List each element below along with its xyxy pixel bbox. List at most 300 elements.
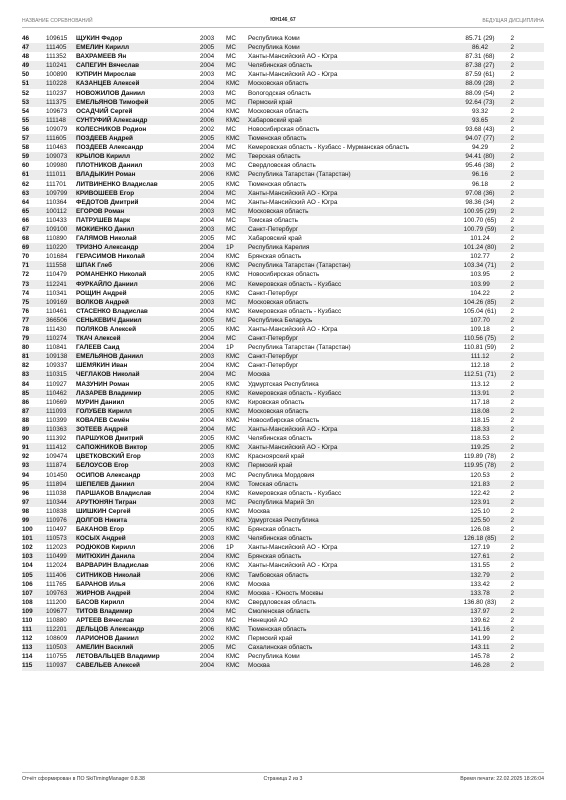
result-birth-year: 2004 bbox=[200, 371, 215, 379]
result-region: Кемеровская область - Кузбасс bbox=[248, 389, 342, 397]
result-athlete-name: СТАСЕНКО Владислав bbox=[76, 307, 148, 315]
result-category: 2 bbox=[510, 444, 514, 452]
result-region: Московская область bbox=[248, 407, 309, 415]
result-sport-rank: МС bbox=[226, 125, 236, 133]
result-place: 97 bbox=[22, 498, 30, 506]
result-bib-code: 112241 bbox=[46, 280, 67, 288]
result-bib-code: 110462 bbox=[46, 389, 67, 397]
table-row bbox=[22, 525, 544, 534]
result-birth-year: 2003 bbox=[200, 453, 215, 461]
result-athlete-name: МАЗУНИН Роман bbox=[76, 380, 130, 388]
result-athlete-name: ОСАДЧИЙ Сергей bbox=[76, 107, 133, 115]
table-row bbox=[22, 634, 544, 643]
result-bib-code: 109337 bbox=[46, 362, 68, 370]
result-athlete-name: СУНТУФИЙ Александр bbox=[76, 116, 148, 124]
result-birth-year: 2004 bbox=[200, 144, 215, 152]
result-athlete-name: КОЛЕСНИКОВ Родион bbox=[76, 125, 147, 133]
result-points: 94.07 (77) bbox=[465, 135, 495, 143]
table-row bbox=[22, 216, 544, 225]
result-category: 2 bbox=[510, 471, 514, 479]
result-bib-code: 111148 bbox=[46, 116, 66, 124]
table-row bbox=[22, 498, 544, 507]
result-points: 110.81 (59) bbox=[463, 344, 497, 352]
result-place: 77 bbox=[22, 316, 30, 324]
result-points: 87.31 (68) bbox=[465, 53, 495, 61]
table-row bbox=[22, 143, 544, 152]
table-row bbox=[22, 561, 544, 570]
result-category: 2 bbox=[510, 71, 514, 79]
result-region: Пермский край bbox=[248, 98, 293, 106]
result-region: Кемеровская область - Кузбасс bbox=[248, 280, 342, 288]
result-place: 95 bbox=[22, 480, 30, 488]
result-category: 2 bbox=[510, 498, 514, 506]
result-athlete-name: ФЕДОТОВ Дмитрий bbox=[76, 198, 139, 206]
result-athlete-name: ПЛОТНИКОВ Даниил bbox=[76, 162, 143, 170]
result-bib-code: 110433 bbox=[46, 216, 67, 224]
result-region: Брянская область bbox=[248, 526, 302, 534]
result-place: 92 bbox=[22, 453, 30, 461]
table-row bbox=[22, 434, 544, 443]
result-birth-year: 2004 bbox=[200, 344, 215, 352]
result-place: 63 bbox=[22, 189, 30, 197]
result-birth-year: 2005 bbox=[200, 316, 215, 324]
result-birth-year: 2005 bbox=[200, 516, 215, 524]
result-bib-code: 110237 bbox=[46, 89, 67, 97]
result-athlete-name: РОДЮКОВ Кирилл bbox=[76, 544, 136, 552]
result-points: 100.79 (59) bbox=[463, 225, 497, 233]
table-row bbox=[22, 361, 544, 370]
result-birth-year: 2004 bbox=[200, 80, 215, 88]
result-region: Республика Беларусь bbox=[248, 316, 313, 324]
result-athlete-name: МОКИЕНКО Данил bbox=[76, 225, 135, 233]
result-region: Томская область bbox=[248, 480, 298, 488]
result-athlete-name: МИТЮХИН Данила bbox=[76, 553, 135, 561]
result-place: 64 bbox=[22, 198, 30, 206]
result-points: 133.42 bbox=[470, 580, 490, 588]
result-bib-code: 110880 bbox=[46, 617, 67, 624]
result-category: 2 bbox=[510, 407, 514, 415]
result-birth-year: 2006 bbox=[200, 116, 215, 124]
table-row bbox=[22, 416, 544, 425]
result-category: 2 bbox=[510, 125, 514, 133]
result-category: 2 bbox=[510, 253, 514, 261]
page-footer bbox=[22, 772, 544, 784]
table-row bbox=[22, 589, 544, 598]
result-birth-year: 2005 bbox=[200, 507, 215, 515]
result-birth-year: 2003 bbox=[200, 617, 215, 624]
result-place: 106 bbox=[22, 580, 33, 588]
result-birth-year: 2003 bbox=[200, 353, 215, 361]
result-category: 2 bbox=[510, 371, 514, 379]
result-sport-rank: КМС bbox=[226, 353, 240, 361]
result-sport-rank: МС bbox=[226, 35, 236, 42]
result-region: Республика Коми bbox=[248, 35, 300, 42]
result-points: 104.26 (85) bbox=[463, 298, 497, 306]
result-points: 101.24 bbox=[470, 235, 490, 243]
result-birth-year: 2005 bbox=[200, 389, 215, 397]
table-row bbox=[22, 107, 544, 116]
result-points: 113.12 bbox=[470, 380, 490, 388]
result-points: 143.11 bbox=[470, 644, 490, 652]
table-row bbox=[22, 61, 544, 70]
result-points: 126.18 (85) bbox=[463, 535, 497, 543]
result-points: 137.97 bbox=[470, 607, 490, 615]
result-region: Тюменская область bbox=[248, 180, 307, 188]
result-sport-rank: КМС bbox=[226, 407, 240, 415]
result-athlete-name: ЦВЕТКОВСКИЙ Егор bbox=[76, 453, 141, 461]
result-place: 56 bbox=[22, 125, 30, 133]
result-place: 52 bbox=[22, 89, 30, 97]
result-points: 132.79 bbox=[470, 571, 490, 579]
result-place: 113 bbox=[22, 644, 33, 652]
result-sport-rank: МС bbox=[226, 498, 236, 506]
table-row bbox=[22, 316, 544, 325]
result-category: 2 bbox=[510, 116, 514, 124]
result-points: 104.22 bbox=[470, 289, 490, 297]
result-bib-code: 109615 bbox=[46, 35, 68, 42]
result-birth-year: 2004 bbox=[200, 416, 215, 424]
result-sport-rank: МС bbox=[226, 607, 236, 615]
result-category: 2 bbox=[510, 598, 514, 606]
result-points: 110.56 (75) bbox=[463, 335, 497, 343]
result-birth-year: 2005 bbox=[200, 180, 215, 188]
result-sport-rank: 1Р bbox=[226, 544, 234, 552]
result-place: 53 bbox=[22, 98, 30, 106]
result-region: Московская область bbox=[248, 298, 309, 306]
result-region: Тверская область bbox=[248, 153, 301, 161]
result-region: Республика Мордовия bbox=[248, 471, 315, 479]
result-birth-year: 2003 bbox=[200, 89, 215, 97]
result-birth-year: 2006 bbox=[200, 562, 215, 570]
result-athlete-name: ВОЛКОВ Андрей bbox=[76, 298, 129, 306]
result-points: 121.83 bbox=[470, 480, 490, 488]
result-sport-rank: КМС bbox=[226, 589, 240, 597]
result-birth-year: 2003 bbox=[200, 35, 215, 42]
result-athlete-name: ГОЛУБЕВ Кирилл bbox=[76, 407, 132, 415]
result-place: 61 bbox=[22, 171, 30, 179]
result-birth-year: 2006 bbox=[200, 280, 215, 288]
result-place: 72 bbox=[22, 271, 30, 279]
result-birth-year: 2004 bbox=[200, 244, 215, 252]
result-sport-rank: МС bbox=[226, 144, 236, 152]
result-athlete-name: ЕГОРОВ Роман bbox=[76, 207, 125, 215]
result-region: Брянская область bbox=[248, 253, 302, 261]
result-region: Челябинская область bbox=[248, 62, 313, 70]
result-sport-rank: 1Р bbox=[226, 244, 234, 252]
result-category: 2 bbox=[510, 262, 514, 270]
result-region: Московская область bbox=[248, 207, 309, 215]
result-birth-year: 2005 bbox=[200, 526, 215, 534]
result-place: 111 bbox=[22, 626, 32, 634]
result-sport-rank: КМС bbox=[226, 435, 240, 443]
result-birth-year: 2005 bbox=[200, 289, 215, 297]
result-region: Санкт-Петербург bbox=[248, 225, 299, 233]
result-athlete-name: ВАРВАРИН Владислав bbox=[76, 562, 149, 570]
result-place: 103 bbox=[22, 553, 33, 561]
table-row bbox=[22, 443, 544, 452]
table-row bbox=[22, 407, 544, 416]
result-region: Ханты-Мансийский АО - Югра bbox=[248, 71, 338, 79]
result-region: Ханты-Мансийский АО - Югра bbox=[248, 198, 338, 206]
table-row bbox=[22, 180, 544, 189]
result-place: 96 bbox=[22, 489, 30, 497]
result-place: 104 bbox=[22, 562, 33, 570]
result-region: Ханты-Мансийский АО - Югра bbox=[248, 53, 338, 61]
result-region: Московская область bbox=[248, 107, 309, 115]
result-region: Вологодская область bbox=[248, 89, 311, 97]
result-place: 75 bbox=[22, 298, 30, 306]
footer-divider bbox=[22, 772, 544, 773]
result-region: Кировская область bbox=[248, 398, 305, 406]
result-points: 85.71 (29) bbox=[465, 35, 495, 42]
result-region: Тамбовская область bbox=[248, 571, 309, 579]
result-bib-code: 109474 bbox=[46, 453, 68, 461]
result-category: 2 bbox=[510, 562, 514, 570]
result-bib-code: 111412 bbox=[46, 444, 67, 452]
result-region: Кемеровская область - Кузбасс bbox=[248, 489, 342, 497]
result-birth-year: 2004 bbox=[200, 653, 215, 661]
result-bib-code: 112201 bbox=[46, 626, 67, 634]
table-row bbox=[22, 98, 544, 107]
table-row bbox=[22, 625, 544, 634]
result-category: 2 bbox=[510, 617, 514, 624]
result-bib-code: 366506 bbox=[46, 316, 68, 324]
result-sport-rank: КМС bbox=[226, 135, 240, 143]
result-place: 69 bbox=[22, 244, 30, 252]
result-bib-code: 110344 bbox=[46, 498, 67, 506]
result-bib-code: 109673 bbox=[46, 107, 68, 115]
table-row bbox=[22, 571, 544, 580]
result-points: 125.50 bbox=[470, 516, 490, 524]
result-region: Московская область bbox=[248, 80, 309, 88]
result-place: 99 bbox=[22, 516, 30, 524]
result-category: 2 bbox=[510, 216, 514, 224]
result-athlete-name: ЗОТЕЕВ Андрей bbox=[76, 426, 128, 434]
result-bib-code: 109073 bbox=[46, 153, 68, 161]
result-athlete-name: ВАХРАМЕЕВ Ян bbox=[76, 53, 127, 61]
result-athlete-name: ПОЗДЕЕВ Александр bbox=[76, 144, 144, 152]
table-row bbox=[22, 334, 544, 343]
result-bib-code: 100112 bbox=[46, 207, 67, 215]
table-row bbox=[22, 298, 544, 307]
result-birth-year: 2003 bbox=[200, 71, 215, 79]
result-region: Санкт-Петербург bbox=[248, 362, 299, 370]
result-region: Республика Татарстан (Татарстан) bbox=[248, 344, 351, 352]
result-sport-rank: МС bbox=[226, 298, 236, 306]
result-category: 2 bbox=[510, 80, 514, 88]
table-row bbox=[22, 398, 544, 407]
result-athlete-name: ГЕРАСИМОВ Николай bbox=[76, 253, 145, 261]
page-header bbox=[22, 16, 544, 28]
result-place: 66 bbox=[22, 216, 30, 224]
result-sport-rank: МС bbox=[226, 617, 236, 624]
result-sport-rank: КМС bbox=[226, 444, 240, 452]
result-birth-year: 2004 bbox=[200, 607, 215, 615]
result-birth-year: 2003 bbox=[200, 535, 215, 543]
result-sport-rank: КМС bbox=[226, 626, 240, 634]
result-birth-year: 2004 bbox=[200, 107, 215, 115]
table-row bbox=[22, 661, 544, 670]
result-bib-code: 111093 bbox=[46, 407, 67, 415]
table-row bbox=[22, 543, 544, 552]
result-place: 57 bbox=[22, 135, 30, 143]
result-category: 2 bbox=[510, 435, 514, 443]
result-athlete-name: АМЕЛИН Василий bbox=[76, 644, 134, 652]
result-sport-rank: КМС bbox=[226, 380, 240, 388]
result-place: 115 bbox=[22, 662, 33, 670]
result-athlete-name: АРТЕЕВ Вячеслав bbox=[76, 617, 135, 624]
result-region: Челябинская область bbox=[248, 535, 313, 543]
result-birth-year: 2004 bbox=[200, 216, 215, 224]
result-birth-year: 2006 bbox=[200, 580, 215, 588]
result-category: 2 bbox=[510, 653, 514, 661]
result-sport-rank: КМС bbox=[226, 253, 240, 261]
result-region: Пермский край bbox=[248, 635, 293, 643]
result-category: 2 bbox=[510, 635, 514, 643]
table-row bbox=[22, 307, 544, 316]
result-place: 88 bbox=[22, 416, 30, 424]
result-athlete-name: ЕМЕЛЬЯНОВ Даниил bbox=[76, 353, 144, 361]
result-points: 118.53 bbox=[470, 435, 490, 443]
result-sport-rank: КМС bbox=[226, 453, 240, 461]
result-place: 71 bbox=[22, 262, 30, 270]
result-athlete-name: ДЕЛЬЦОВ Александр bbox=[76, 626, 145, 634]
footer-software-note: Отчёт сформирован в ПО SkiTimingManager 0.8.38 bbox=[22, 776, 145, 782]
result-region: Ханты-Мансийский АО - Югра bbox=[248, 544, 338, 552]
result-place: 100 bbox=[22, 526, 33, 534]
table-row bbox=[22, 161, 544, 170]
result-birth-year: 2003 bbox=[200, 298, 215, 306]
table-row bbox=[22, 616, 544, 625]
result-birth-year: 2004 bbox=[200, 53, 215, 61]
result-place: 76 bbox=[22, 307, 30, 315]
table-row bbox=[22, 389, 544, 398]
result-athlete-name: КАЗАНЦЕВ Алексей bbox=[76, 80, 140, 88]
result-birth-year: 2002 bbox=[200, 635, 215, 643]
result-athlete-name: ВЛАДЫКИН Роман bbox=[76, 171, 136, 179]
result-region: Свердловская область bbox=[248, 598, 316, 606]
result-athlete-name: ШПАК Глеб bbox=[76, 262, 113, 270]
result-place: 68 bbox=[22, 235, 30, 243]
table-row bbox=[22, 489, 544, 498]
result-bib-code: 101684 bbox=[46, 253, 68, 261]
result-sport-rank: КМС bbox=[226, 571, 240, 579]
result-place: 60 bbox=[22, 162, 30, 170]
result-athlete-name: ПАРШАКОВ Владислав bbox=[76, 489, 152, 497]
result-athlete-name: НОВОЖИЛОВ Даниил bbox=[76, 89, 146, 97]
result-category: 2 bbox=[510, 398, 514, 406]
table-row bbox=[22, 289, 544, 298]
result-bib-code: 111406 bbox=[46, 571, 67, 579]
result-points: 100.70 (65) bbox=[463, 216, 497, 224]
result-bib-code: 110927 bbox=[46, 380, 67, 388]
result-place: 62 bbox=[22, 180, 30, 188]
table-row bbox=[22, 425, 544, 434]
table-row bbox=[22, 79, 544, 88]
result-birth-year: 2004 bbox=[200, 189, 215, 197]
table-row bbox=[22, 43, 544, 52]
result-bib-code: 110497 bbox=[46, 526, 67, 534]
result-bib-code: 110499 bbox=[46, 553, 67, 561]
result-bib-code: 110503 bbox=[46, 644, 67, 652]
result-sport-rank: МС bbox=[226, 335, 236, 343]
result-region: Санкт-Петербург bbox=[248, 335, 299, 343]
result-bib-code: 111200 bbox=[46, 598, 67, 606]
footer-print-time: Время печати: 22.02.2025 18:26:04 bbox=[460, 776, 544, 782]
result-points: 136.80 (83) bbox=[463, 598, 497, 606]
table-row bbox=[22, 280, 544, 289]
result-place: 109 bbox=[22, 607, 33, 615]
result-birth-year: 2004 bbox=[200, 480, 215, 488]
result-athlete-name: РОЩИН Андрей bbox=[76, 289, 127, 297]
result-points: 96.16 bbox=[472, 171, 488, 179]
result-region: Ханты-Мансийский АО - Югра bbox=[248, 444, 338, 452]
table-row bbox=[22, 270, 544, 279]
result-category: 2 bbox=[510, 544, 514, 552]
result-category: 2 bbox=[510, 380, 514, 388]
result-points: 119.95 (78) bbox=[463, 462, 497, 470]
table-row bbox=[22, 598, 544, 607]
result-sport-rank: КМС bbox=[226, 307, 240, 315]
table-row bbox=[22, 252, 544, 261]
result-category: 2 bbox=[510, 162, 514, 170]
result-region: Ханты-Мансийский АО - Югра bbox=[248, 326, 338, 333]
result-category: 2 bbox=[510, 507, 514, 515]
result-birth-year: 2004 bbox=[200, 589, 215, 597]
result-category: 2 bbox=[510, 535, 514, 543]
result-region: Ханты-Мансийский АО - Югра bbox=[248, 426, 338, 434]
result-place: 82 bbox=[22, 362, 30, 370]
table-row bbox=[22, 170, 544, 179]
result-sport-rank: МС bbox=[226, 471, 236, 479]
result-birth-year: 2005 bbox=[200, 44, 215, 52]
result-points: 87.59 (61) bbox=[465, 71, 495, 79]
result-birth-year: 2005 bbox=[200, 444, 215, 452]
result-birth-year: 2005 bbox=[200, 135, 215, 143]
result-bib-code: 110228 bbox=[46, 80, 67, 88]
result-sport-rank: КМС bbox=[226, 462, 240, 470]
result-points: 127.61 bbox=[470, 553, 490, 561]
result-category: 2 bbox=[510, 307, 514, 315]
result-points: 94.29 bbox=[472, 144, 488, 152]
result-place: 98 bbox=[22, 507, 30, 515]
result-bib-code: 111701 bbox=[46, 180, 67, 188]
result-athlete-name: ПОЗДЕЕВ Андрей bbox=[76, 135, 133, 143]
result-sport-rank: МС bbox=[226, 62, 236, 70]
table-row bbox=[22, 534, 544, 543]
result-birth-year: 2006 bbox=[200, 571, 215, 579]
table-row bbox=[22, 480, 544, 489]
result-bib-code: 109169 bbox=[46, 298, 68, 306]
result-place: 105 bbox=[22, 571, 33, 579]
result-points: 117.18 bbox=[470, 398, 490, 406]
result-category: 2 bbox=[510, 280, 514, 288]
result-place: 107 bbox=[22, 589, 33, 597]
result-birth-year: 2005 bbox=[200, 398, 215, 406]
result-sport-rank: КМС bbox=[226, 516, 240, 524]
result-birth-year: 2005 bbox=[200, 98, 215, 106]
result-points: 92.64 (73) bbox=[465, 98, 495, 106]
result-region: Удмуртская Республика bbox=[248, 380, 319, 388]
result-bib-code: 111392 bbox=[46, 435, 67, 443]
result-sport-rank: МС bbox=[226, 316, 236, 324]
result-points: 123.91 bbox=[470, 498, 490, 506]
result-sport-rank: МС bbox=[226, 98, 236, 106]
result-category: 2 bbox=[510, 35, 514, 42]
result-region: Брянская область bbox=[248, 553, 302, 561]
result-sport-rank: КМС bbox=[226, 598, 240, 606]
table-row bbox=[22, 234, 544, 243]
